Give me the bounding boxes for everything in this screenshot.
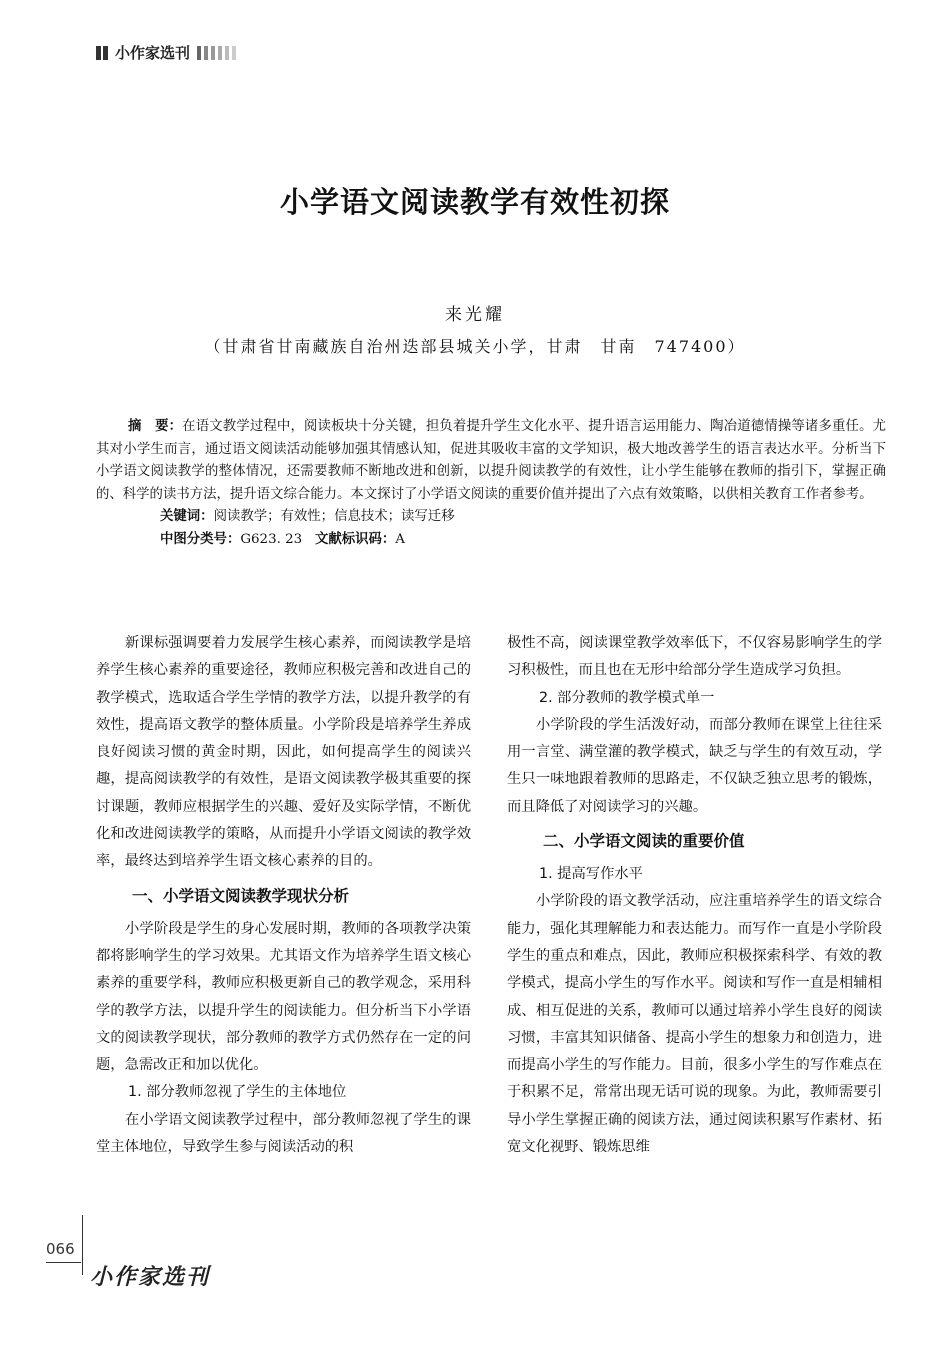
abstract-paragraph [96,416,886,506]
abstract-block [96,416,886,551]
classification-line [96,529,886,552]
subsection-3-heading: 1. 提高写作水平 [539,866,643,883]
doc-code-label: 文献标识码： [314,531,396,547]
author-affiliation: （甘肃省甘南藏族自治州迭部县城关小学，甘肃 甘南 747400） [204,337,746,356]
keywords-label: 关键词： [160,509,214,524]
intro-paragraph: 新课标强调要着力发展学生核心素养，而阅读教学是培养学生核心素养的重要途径，教师应积极完善和改进自己的教学模式，选取适合学生学情的教学方法，以提升教学的有效性，提高语文教学的整体质量。小学阶段是培养学生养成良好阅读习惯的黄金时期，因此，如何提高学生的阅读兴趣，提高阅读教学的有效性，是语文阅读教学极其重要的探讨课题，教师应根据学生的兴趣、爱好及实际学情，不断优化和改进阅读教学的策略，从而提升小学语文阅读的教学效率，最终达到培养学生语文核心素养的目的。 [96,635,471,870]
article-title: 小学语文阅读教学有效性初探 [279,185,670,219]
abstract-label: 摘 要： [128,419,183,434]
footer-vertical-rule [82,1215,83,1275]
subsection-3-paragraph: 小学阶段的语文教学活动，应注重培养学生的语文综合能力，强化其理解能力和表达能力。而写作一直是小学阶段学生的重点和难点，因此，教师应积极探索科学、有效的教学模式，提高小学生的写作水平。阅读和写作一直是相辅相成、相互促进的关系，教师可以通过培养小学生良好的阅读习惯，丰富其知识储备、提高小学生的想象力和创造力，进而提高小学生的写作能力。目前，很多小学生的写作难点在于积累不足，常常出现无话可说的现象。为此，教师需要引导小学生掌握正确的阅读方法，通过阅读积累写作素材、拓宽文化视野、锻炼思维 [507,893,882,1156]
subsection-1-heading: 1. 部分教师忽视了学生的主体地位 [128,1084,347,1101]
section-1-heading: 一、小学语文阅读教学现状分析 [132,886,350,905]
author-name: 来光耀 [445,305,505,325]
header-fade-decoration [197,46,236,60]
footer-rule [46,1262,81,1263]
doc-code-value: A [395,531,405,547]
subsection-2-paragraph: 小学阶段的学生活泼好动，而部分教师在课堂上往往采用一言堂、满堂灌的教学模式，缺乏与学生的有效互动，学生只一味地跟着教师的思路走，不仅缺乏独立思考的锻炼，而且降低了对阅读学习的兴趣。 [507,716,882,815]
subsection-2-heading: 2. 部分教师的教学模式单一 [539,689,715,706]
keywords-text: 阅读教学；有效性；信息技术；读写迁移 [213,509,455,524]
footer-logo: 小作家选刊 [90,1264,211,1290]
abstract-text: 在语文教学过程中，阅读板块十分关键，担负着提升学生文化水平、提升语言运用能力、陶冶道德情操等诸多重任。尤其对小学生而言，通过语文阅读活动能够加强其情感认知，促进其吸收丰富的文学知识，极大地改善学生的语言表达水平。分析当下小学语文阅读教学的整体情况，还需要教师不断地改进和创新，以提升阅读教学的有效性，让小学生能够在教师的指引下，掌握正确的、科学的读书方法，提升语文综合能力。本文探讨了小学语文阅读的重要价值并提出了六点有效策略，以供相关教育工作者参考。 [96,419,886,502]
section-2-heading: 二、小学语文阅读的重要价值 [543,832,745,851]
header-bars-decoration [96,46,108,60]
continued-paragraph: 极性不高，阅读课堂教学效率低下，不仅容易影响学生的学习积极性，而且也在无形中给部分学生造成学习负担。 [507,635,882,679]
keywords-line [96,506,886,529]
page-number: 066 [46,1240,75,1258]
journal-name: 小作家选刊 [115,44,191,62]
clc-value: G623. 23 [240,531,303,547]
section-1-paragraph: 小学阶段是学生的身心发展时期，教师的各项教学决策都将影响学生的学习效果。尤其语文作为培养学生语文核心素养的重要学科，教师应积极更新自己的教学观念，采用科学的教学方法，以提升学生的阅读能力。但分析当下小学语文的阅读教学现状，部分教师的教学方式仍然存在一定的问题，急需改正和加以优化。 [96,920,471,1074]
clc-label: 中图分类号： [160,531,241,547]
subsection-1-paragraph: 在小学语文阅读教学过程中，部分教师忽视了学生的课堂主体地位，导致学生参与阅读活动的积 [96,1111,471,1156]
left-column [96,630,471,1161]
right-column [507,630,882,1161]
running-header [96,42,236,63]
